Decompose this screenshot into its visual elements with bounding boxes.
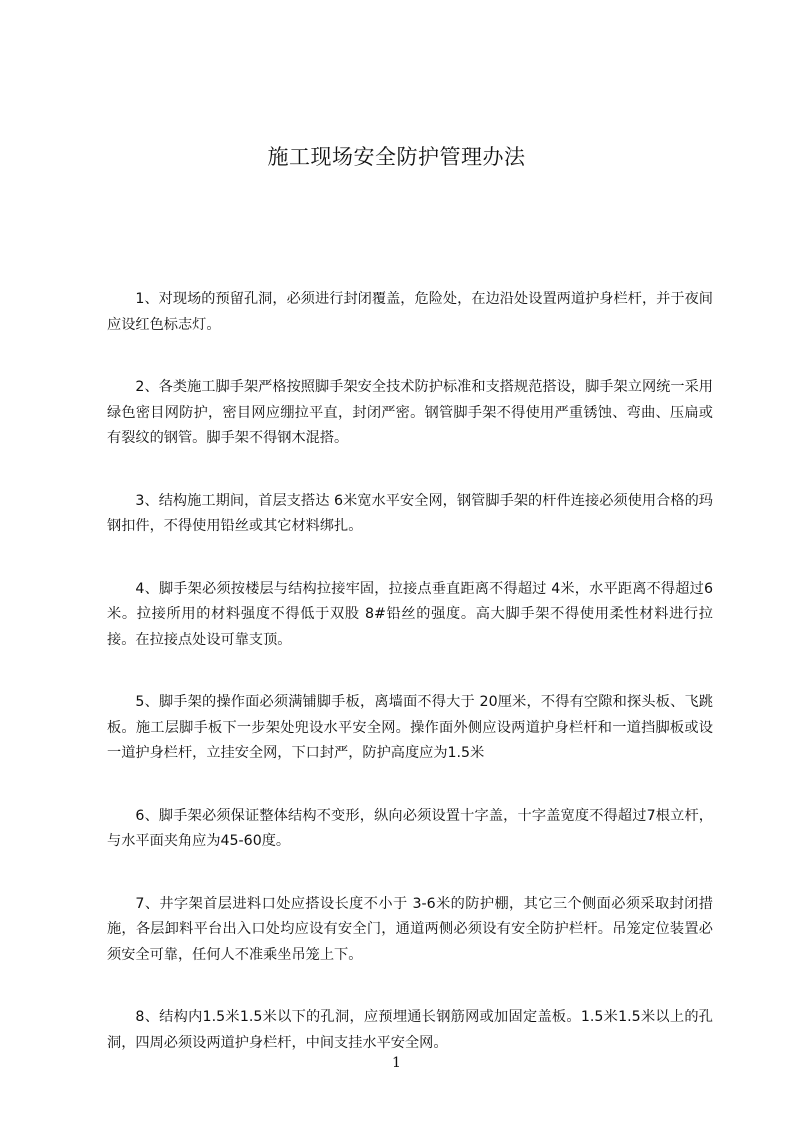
paragraph-1: 1、对现场的预留孔洞，必须进行封闭覆盖，危险处，在边沿处设置两道护身栏杆，并于夜间应设红色标志灯。 xyxy=(107,291,713,333)
paragraph-6: 6、脚手架必须保证整体结构不变形，纵向必须设置十字盖，十字盖宽度不得超过7根立杆，与水平面夹角应为45-60度。 xyxy=(107,807,713,849)
page-number: 1 xyxy=(392,1055,401,1071)
paragraph-2: 2、各类施工脚手架严格按照脚手架安全技术防护标准和支搭规范搭设，脚手架立网统一采用绿色密目网防护，密目网应绷拉平直，封闭严密。钢管脚手架不得使用严重锈蚀、弯曲、压扁或有裂纹的钢管。脚手架不得钢木混搭。 xyxy=(107,379,713,446)
document-title: 施工现场安全防护管理办法 xyxy=(267,145,526,169)
document-body xyxy=(107,287,713,1093)
paragraph-5: 5、脚手架的操作面必须满铺脚手板，离墙面不得大于 20厘米，不得有空隙和探头板、飞跳板。施工层脚手板下一步架处兜设水平安全网。操作面外侧应设两道护身栏杆和一道挡脚板或设一道护身栏杆，立挂安全网，下口封严，防护高度应为1.5米 xyxy=(107,694,713,761)
paragraph-3: 3、结构施工期间，首层支搭达 6米宽水平安全网，钢管脚手架的杆件连接必须使用合格的玛钢扣件，不得使用铅丝或其它材料绑扎。 xyxy=(107,492,713,534)
paragraph-4: 4、脚手架必须按楼层与结构拉接牢固，拉接点垂直距离不得超过 4米，水平距离不得超过6米。拉接所用的材料强度不得低于双股 8#铅丝的强度。高大脚手架不得使用柔性材料进行拉接。在拉接点处设可靠支顶。 xyxy=(107,580,713,648)
paragraph-8: 8、结构内1.5米1.5米以下的孔洞，应预埋通长钢筋网或加固定盖板。1.5米1.5米以上的孔洞，四周必须设两道护身栏杆，中间支挂水平安全网。 xyxy=(107,1009,713,1051)
paragraph-7: 7、井字架首层进料口处应搭设长度不小于 3-6米的防护棚，其它三个侧面必须采取封闭措施，各层卸料平台出入口处均应设有安全门，通道两侧必须设有安全防护栏杆。吊笼定位装置必须安全可靠，任何人不准乘坐吊笼上下。 xyxy=(107,895,713,963)
